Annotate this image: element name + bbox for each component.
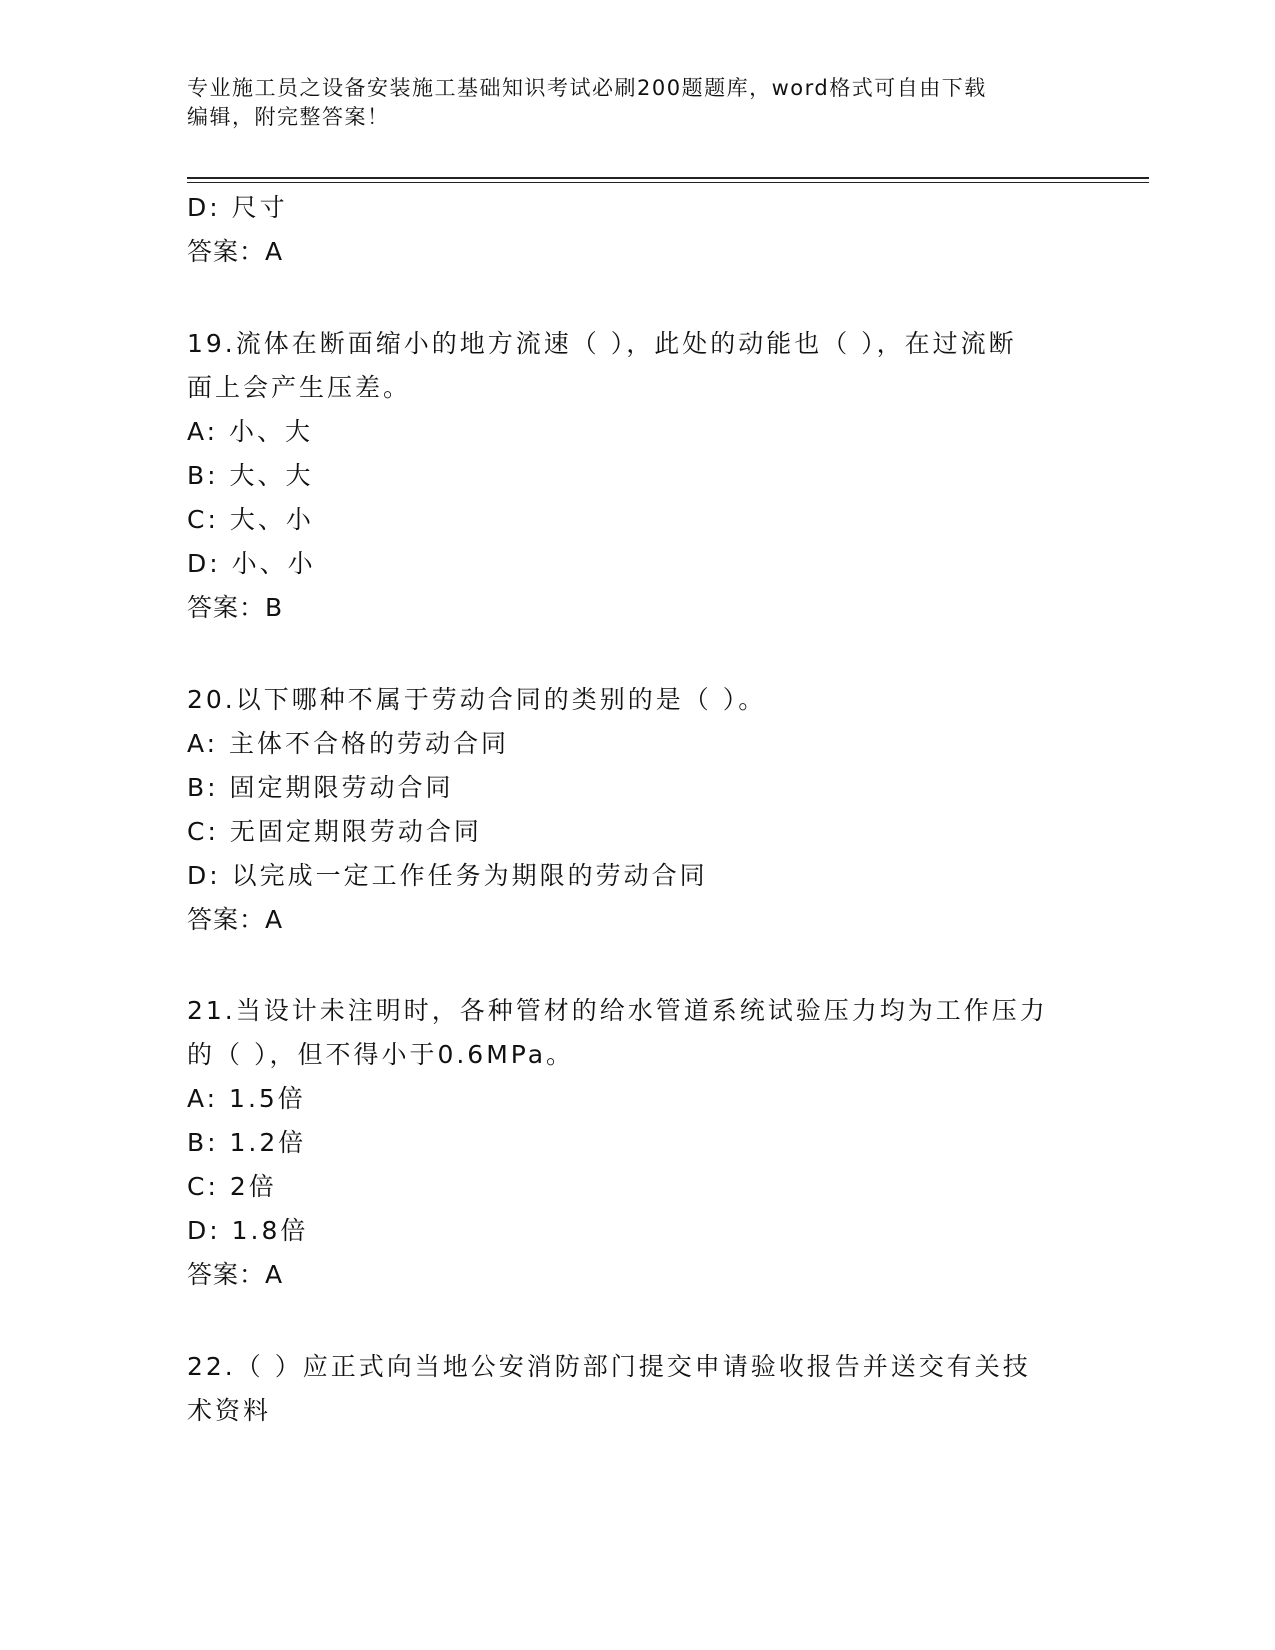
q19-stem-line-2: 面上会产生压差。	[187, 373, 412, 402]
q21-option-a: A: 1.5倍	[187, 1084, 306, 1113]
q21-option-d: D: 1.8倍	[187, 1216, 309, 1245]
q22-stem-line-1: 22.（ ）应正式向当地公安消防部门提交申请验收报告并送交有关技	[187, 1352, 1031, 1381]
header-rule-thick	[187, 177, 1149, 179]
q20-stem-line-1: 20.以下哪种不属于劳动合同的类别的是（ ）。	[187, 685, 767, 714]
q22-stem-line-2: 术资料	[187, 1396, 272, 1425]
q21-option-b: B: 1.2倍	[187, 1128, 307, 1157]
header-line-1: 专业施工员之设备安装施工基础知识考试必刷200题题库，word格式可自由下载	[187, 76, 987, 100]
header-rule-thin	[187, 182, 1149, 183]
q20-option-b: B: 固定期限劳动合同	[187, 773, 454, 802]
prev-answer: 答案：A	[187, 237, 284, 266]
q21-answer: 答案：A	[187, 1260, 284, 1289]
q19-option-b: B: 大、大	[187, 461, 314, 490]
q20-option-c: C: 无固定期限劳动合同	[187, 817, 482, 846]
q21-stem-line-2: 的（ ），但不得小于0.6MPa。	[187, 1040, 575, 1069]
q19-stem-line-1: 19.流体在断面缩小的地方流速（ ），此处的动能也（ ），在过流断	[187, 329, 1017, 358]
q19-option-a: A: 小、大	[187, 417, 314, 446]
q20-option-d: D: 以完成一定工作任务为期限的劳动合同	[187, 861, 708, 890]
q19-option-c: C: 大、小	[187, 505, 314, 534]
q21-option-c: C: 2倍	[187, 1172, 277, 1201]
q20-option-a: A: 主体不合格的劳动合同	[187, 729, 510, 758]
document-header	[187, 74, 1087, 132]
q20-answer: 答案：A	[187, 905, 284, 934]
header-line-2: 编辑，附完整答案！	[187, 105, 390, 129]
q19-option-d: D: 小、小	[187, 549, 316, 578]
prev-option-d: D: 尺寸	[187, 193, 288, 222]
q19-answer: 答案：B	[187, 593, 284, 622]
q21-stem-line-1: 21.当设计未注明时，各种管材的给水管道系统试验压力均为工作压力	[187, 996, 1048, 1025]
